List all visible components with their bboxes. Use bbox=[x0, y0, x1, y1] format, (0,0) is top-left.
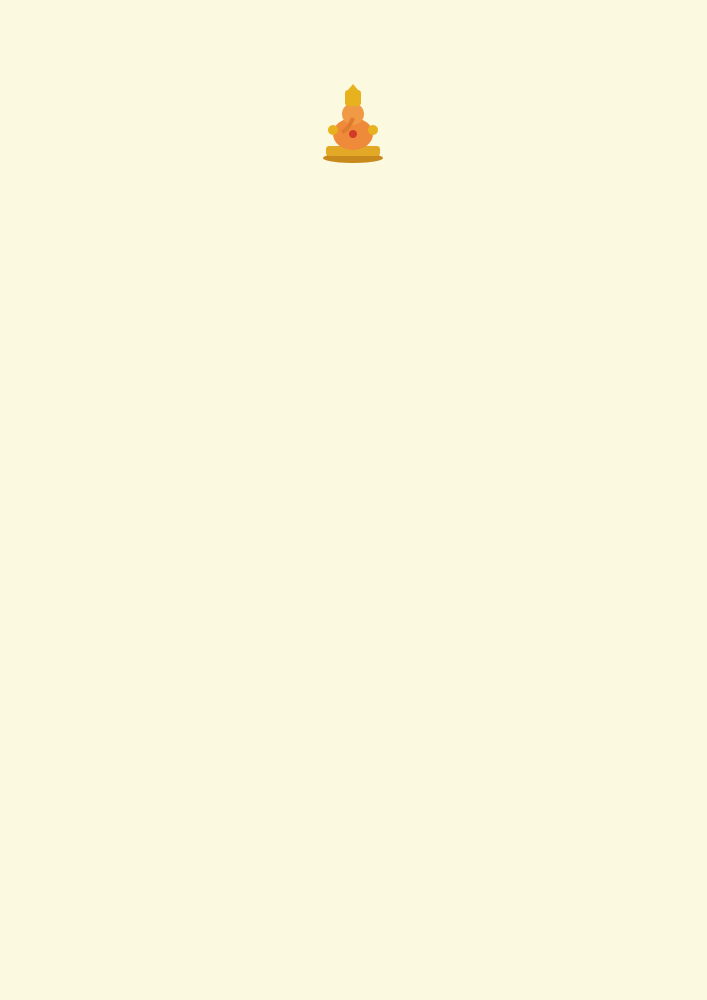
top-decorative-border bbox=[0, 0, 707, 90]
bottom-decorative-border bbox=[0, 952, 707, 996]
contact-address bbox=[0, 909, 707, 932]
family-details bbox=[84, 668, 684, 712]
contact-name bbox=[0, 886, 707, 909]
contact-phone bbox=[0, 931, 707, 954]
contact-block bbox=[0, 886, 707, 954]
relatives-row bbox=[84, 668, 684, 712]
ganesha-idol-icon bbox=[318, 84, 388, 164]
